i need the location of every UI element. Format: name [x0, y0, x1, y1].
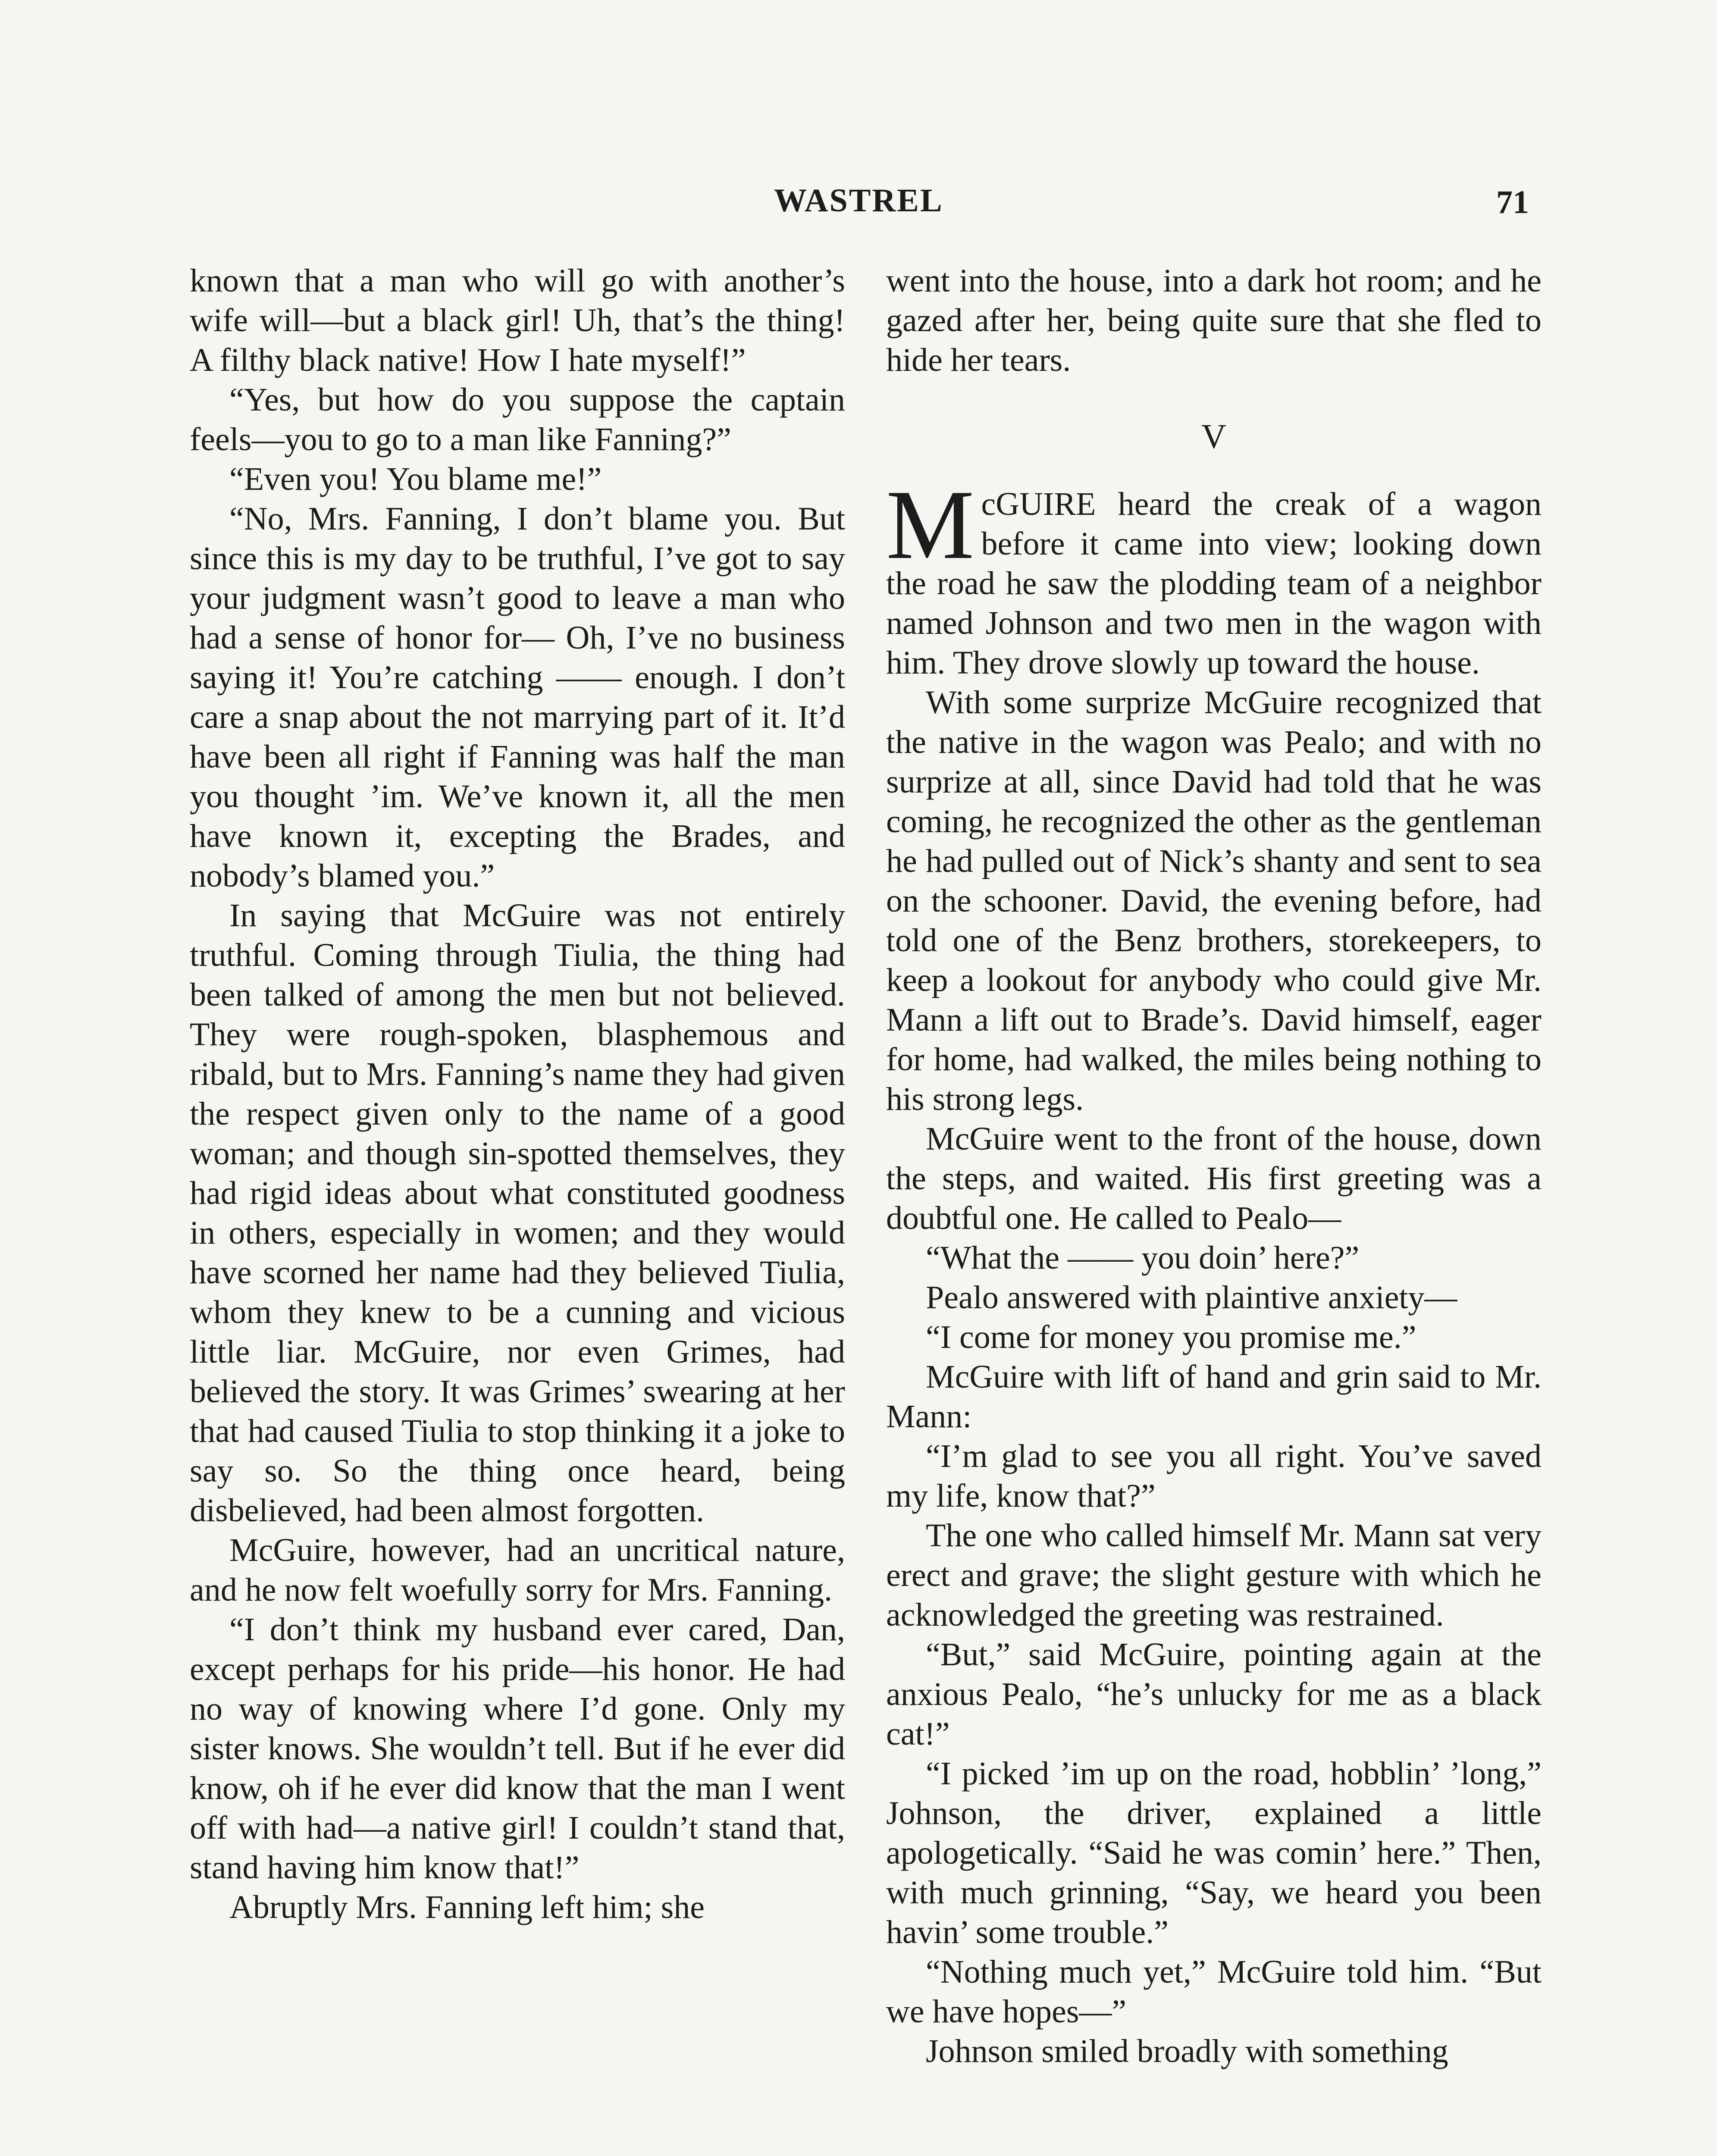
paragraph: The one who called himself Mr. Mann sat very erect and grave; the slight gesture with which he acknowledged the greeting was restrained. [886, 1517, 1542, 1633]
opening-text: cGUIRE heard the creak of a wagon before it came into view; looking down the road he saw the plodding team of a neighbor named Johnson and two men in the wagon with him. They drove slowly up toward the house. [886, 486, 1542, 681]
paragraph: In saying that McGuire was not entirely truthful. Coming through Tiulia, the thing had been talked of among the men but not believed. They were rough-spoken, blasphemous and ribald, but to Mrs. Fanning’s name they had given the respect given only to the name of a good woman; and though sin-spotted themselves, they had rigid ideas about what constituted goodness in others, especially in women; and they would have scorned her name had they believed Tiulia, whom they knew to be a cunning and vicious little liar. McGuire, nor even Grimes, had believed the story. It was Grimes’ swearing at her that had caused Tiulia to stop thinking it a joke to say so. So the thing once heard, being disbelieved, had been almost forgotten. [190, 897, 845, 1529]
drop-cap: M [886, 470, 974, 580]
running-title: WASTREL [774, 182, 943, 219]
left-column [190, 261, 845, 1927]
paragraph: Pealo answered with plaintive anxiety— [926, 1279, 1457, 1316]
paragraph: “Even you! You blame me!” [229, 461, 602, 497]
paragraph: “Yes, but how do you suppose the captain feels—you to go to a man like Fanning?” [190, 382, 845, 458]
paragraph: Abruptly Mrs. Fanning left him; she [229, 1889, 705, 1925]
opening-paragraph [886, 470, 1542, 683]
paragraph: McGuire went to the front of the house, down the steps, and waited. His first greeting was a doubtful one. He called to Pealo— [886, 1121, 1542, 1236]
paragraph: “But,” said McGuire, pointing again at the anxious Pealo, “he’s unlucky for me as a black cat!” [886, 1636, 1542, 1752]
paragraph: “No, Mrs. Fanning, I don’t blame you. But since this is my day to be truthful, I’ve got to say your judgment wasn’t good to leave a man who had a sense of honor for— Oh, I’ve no business saying it! You’re catching —— enough. I don’t care a snap about the not marrying part of it. It’d have been all right if Fanning was half the man you thought ’im. We’ve known it, all the men have known it, excepting the Brades, and nobody’s blamed you.” [190, 501, 845, 894]
paragraph: “I’m glad to see you all right. You’ve saved my life, know that?” [886, 1438, 1542, 1514]
paragraph: “Nothing much yet,” McGuire told him. “But we have hopes—” [886, 1954, 1542, 2030]
paragraph: Johnson smiled broadly with something [926, 2033, 1448, 2069]
page-number: 71 [1496, 184, 1529, 220]
paragraph: McGuire, however, had an uncritical nature, and he now felt woefully sorry for Mrs. Fanning. [190, 1532, 845, 1608]
running-head [0, 173, 1717, 225]
section-numeral: V [1201, 418, 1226, 456]
paragraph: McGuire with lift of hand and grin said to Mr. Mann: [886, 1359, 1542, 1435]
paragraph: “What the —— you doin’ here?” [926, 1240, 1360, 1276]
paragraph: With some surprize McGuire recognized that the native in the wagon was Pealo; and with no surprize at all, since David had told that he was coming, he recognized the other as the gentleman he had pulled out of Nick’s shanty and sent to sea on the schooner. David, the evening before, had told one of the Benz brothers, storekeepers, to keep a lookout for anybody who could give Mr. Mann a lift out to Brade’s. David himself, eager for home, had walked, the miles being nothing to his strong legs. [886, 684, 1542, 1117]
right-column [886, 261, 1542, 2071]
paragraph: “I don’t think my husband ever cared, Dan, except perhaps for his pride—his honor. He had no way of knowing where I’d gone. Only my sister knows. She wouldn’t tell. But if he ever did know, oh if he ever did know that the man I went off with had—a native girl! I couldn’t stand that, stand having him know that!” [190, 1611, 845, 1886]
paragraph: known that a man who will go with another’s wife will—but a black girl! Uh, that’s the thing! A filthy black native! How I hate myself!” [190, 263, 845, 378]
paragraph: went into the house, into a dark hot room; and he gazed after her, being quite sure that she fled to hide her tears. [886, 263, 1542, 378]
paragraph: “I picked ’im up on the road, hobblin’ ’long,” Johnson, the driver, explained a little apologetically. “Said he was comin’ here.” Then, with much grinning, “Say, we heard you been havin’ some trouble.” [886, 1755, 1542, 1950]
paragraph: “I come for money you promise me.” [926, 1319, 1416, 1355]
